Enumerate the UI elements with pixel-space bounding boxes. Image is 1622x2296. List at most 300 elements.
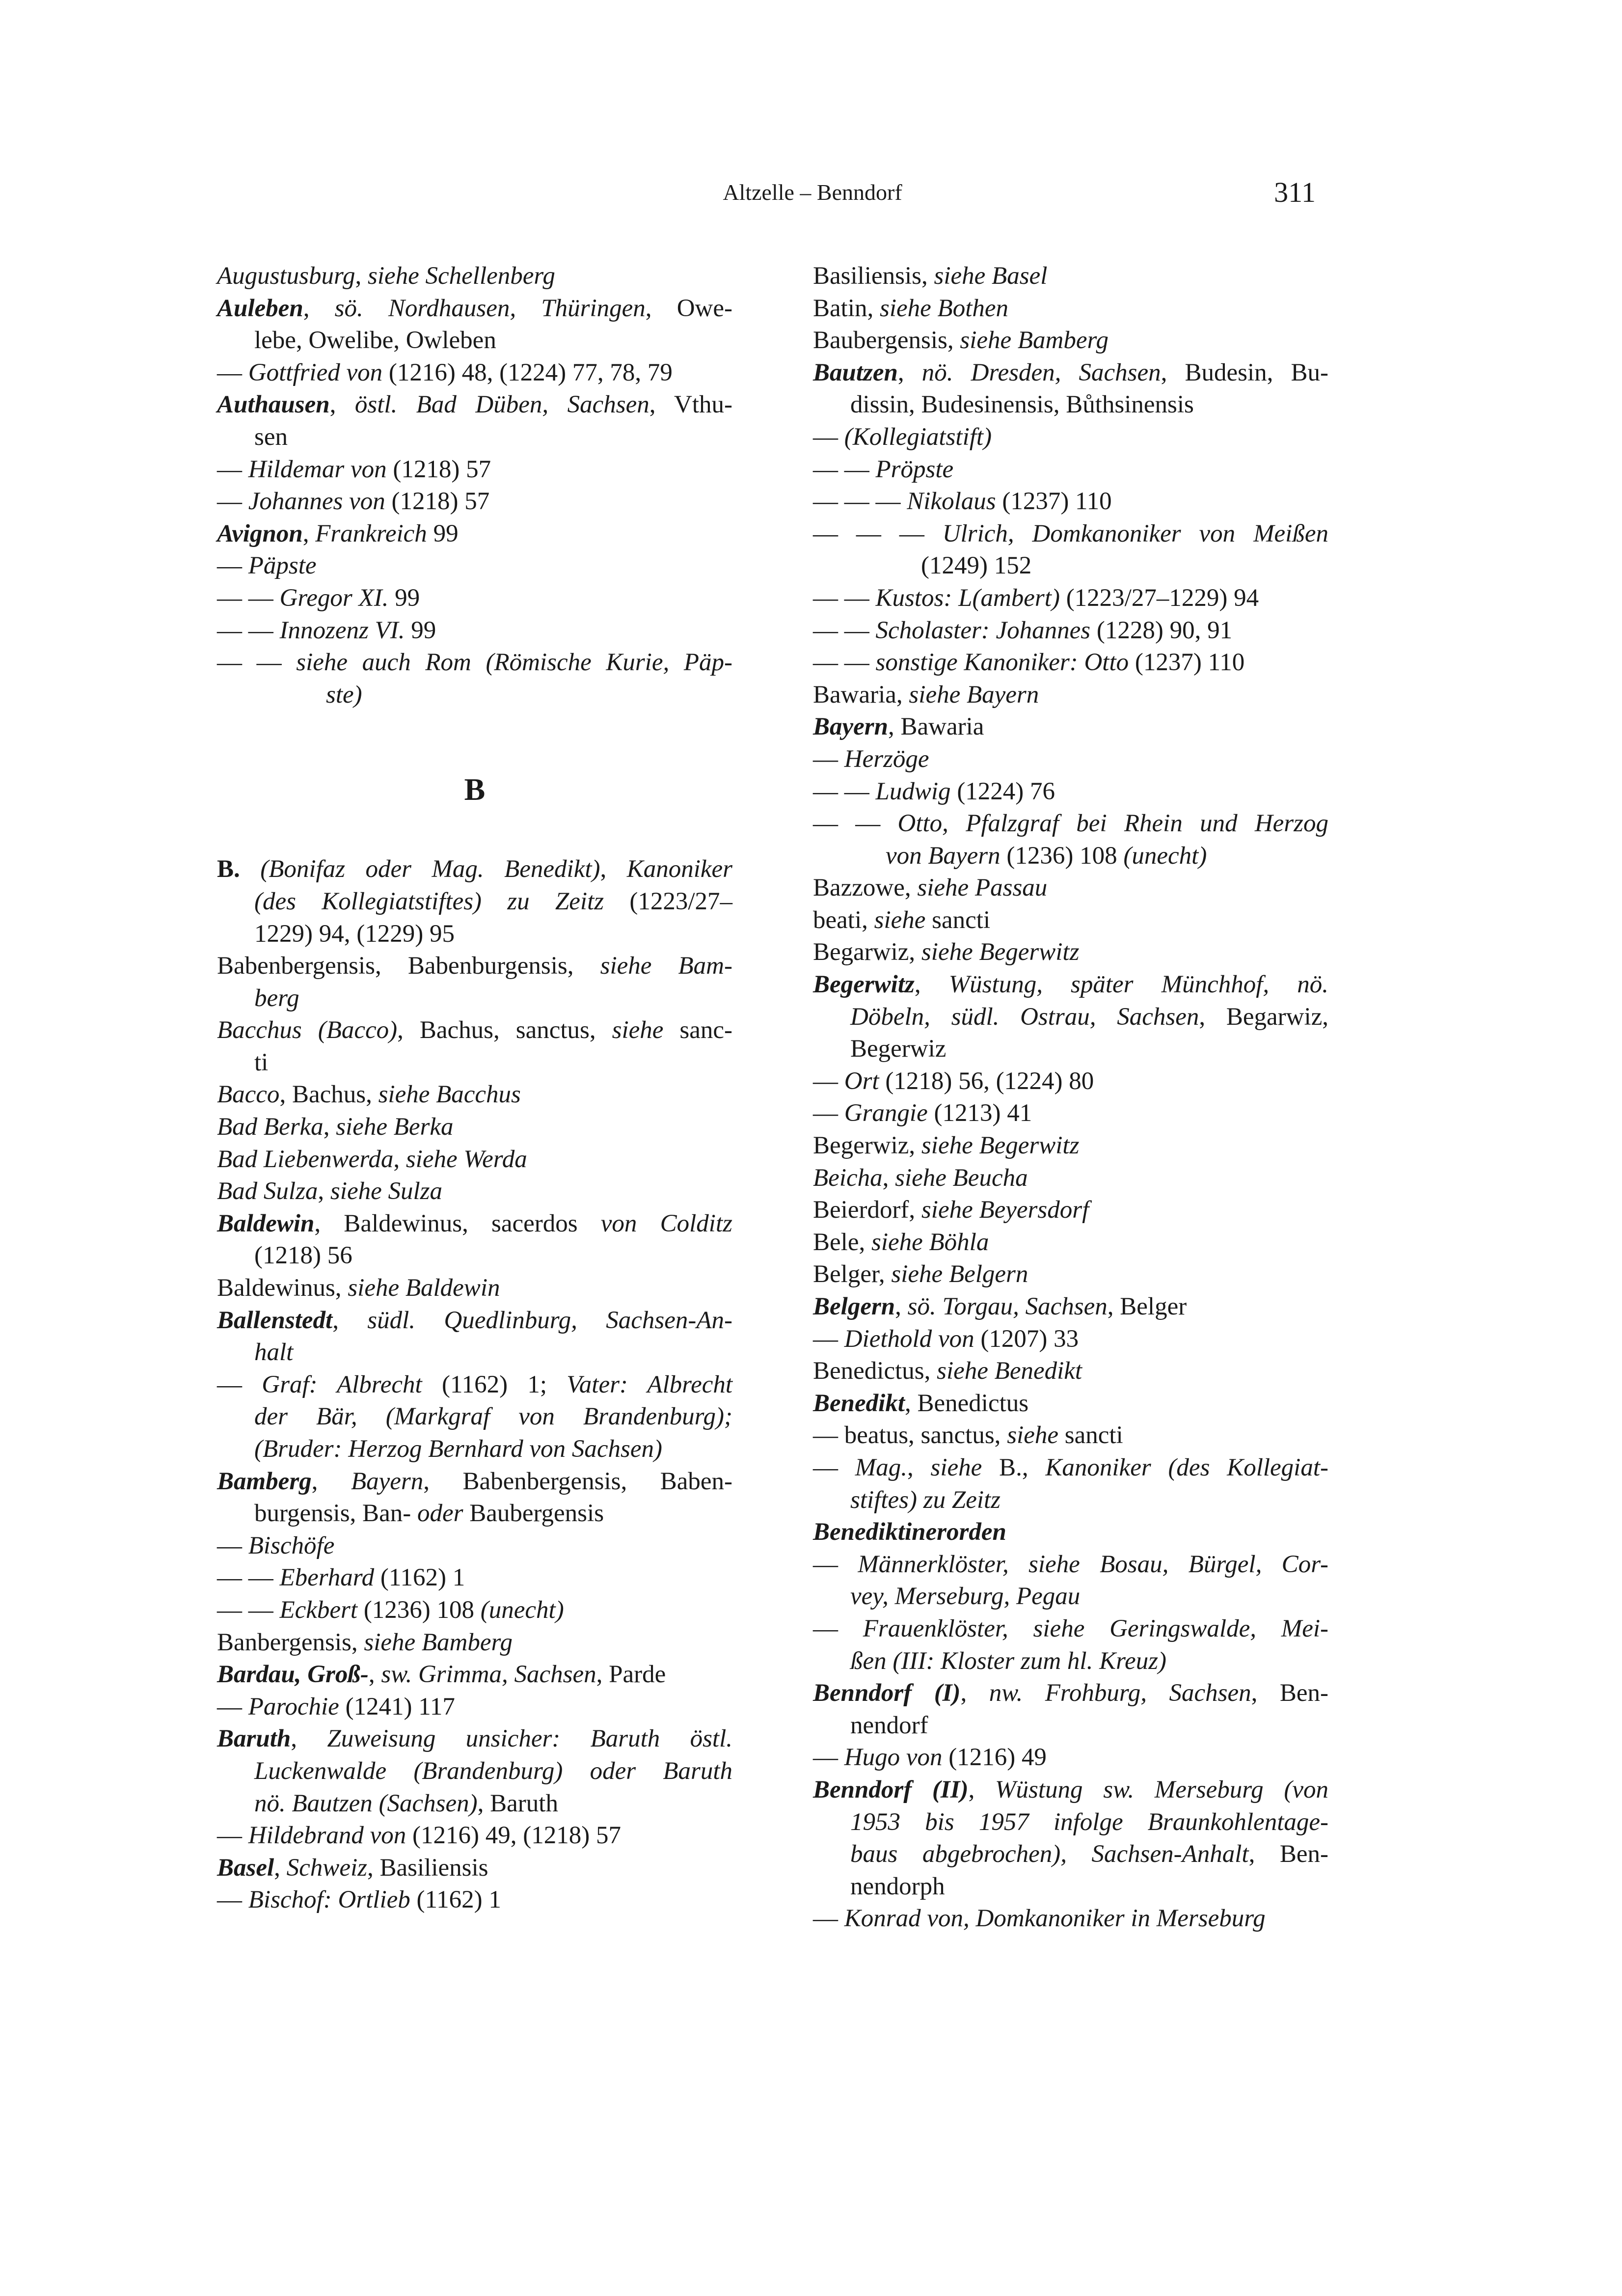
index-text: sancti [1058, 1421, 1123, 1449]
index-headword: Ballenstedt [217, 1306, 333, 1334]
index-text: Herzöge [844, 745, 929, 773]
index-line [813, 389, 1328, 421]
index-text: — [813, 1550, 858, 1578]
index-text: Eckbert [279, 1596, 358, 1624]
index-text: — [217, 1886, 248, 1914]
index-line [217, 647, 732, 679]
index-line [217, 1723, 732, 1755]
index-line [813, 1677, 1328, 1710]
index-text: siehe Böhla [871, 1228, 989, 1256]
index-text: Luckenwalde (Brandenburg) oder Baruth [254, 1757, 732, 1785]
index-text: siehe [612, 1016, 664, 1044]
index-text: Bischöfe [248, 1531, 335, 1559]
index-text: , [323, 1113, 336, 1141]
index-text: (1228) 90, 91 [1090, 616, 1233, 644]
index-line [217, 1627, 732, 1659]
index-line [813, 808, 1328, 840]
index-text: , [882, 1164, 895, 1192]
index-line [217, 518, 732, 550]
running-head: Altzelle – Benndorf [723, 180, 902, 205]
index-line [217, 1466, 732, 1498]
index-line [217, 486, 732, 518]
index-text: (1241) 117 [339, 1693, 455, 1721]
index-text: — — [217, 584, 280, 612]
index-line [813, 293, 1328, 325]
index-text: (Bruder: Herzog Bernhard von Sachsen) [254, 1435, 662, 1463]
index-text: , [302, 519, 316, 547]
index-text: Baldewinus, [217, 1274, 348, 1302]
index-text: Gottfried von [248, 358, 383, 386]
index-text: , Bawaria [888, 713, 984, 741]
index-text: , Vthu- [649, 391, 733, 419]
index-text: siehe [874, 906, 926, 934]
index-text: (1218) 57 [386, 455, 491, 483]
index-text: Benedictus, [813, 1357, 937, 1385]
index-text: siehe [930, 1453, 982, 1481]
index-text: beati, [813, 906, 874, 934]
index-text: — [813, 745, 844, 773]
index-line [813, 1516, 1328, 1549]
index-text: ti [254, 1048, 269, 1076]
index-line [813, 260, 1328, 293]
index-text: , [318, 1177, 330, 1205]
index-line [813, 1001, 1328, 1034]
index-line [813, 840, 1328, 873]
index-headword: Auleben [217, 294, 303, 322]
index-text: siehe Sulza [330, 1177, 442, 1205]
index-text: — [813, 1067, 844, 1095]
index-text: sö. Nordhausen, Thüringen [334, 294, 646, 322]
index-headword: Belgern [813, 1293, 895, 1320]
index-text: , [311, 1467, 351, 1495]
index-text: Frauenklöster, siehe Geringswalde, Mei- [863, 1614, 1328, 1642]
index-text: Kustos: L(ambert) [875, 584, 1060, 612]
index-line [813, 679, 1328, 711]
index-line [217, 325, 732, 357]
index-line [813, 872, 1328, 904]
index-line [813, 1355, 1328, 1388]
index-line [217, 1530, 732, 1562]
index-text: sö. Torgau, Sachsen [907, 1293, 1108, 1320]
index-line [217, 1079, 732, 1111]
index-line [217, 260, 732, 293]
index-line [813, 1130, 1328, 1162]
index-text: , [329, 391, 355, 419]
index-text: — — [217, 1564, 280, 1592]
index-line [813, 454, 1328, 486]
index-text: — [217, 1531, 248, 1559]
index-text: — [813, 1453, 855, 1481]
index-text: 99 [427, 519, 459, 547]
index-text: siehe Baldewin [348, 1274, 500, 1302]
index-text: — beatus, sanctus, [813, 1421, 1007, 1449]
index-text: — [217, 455, 248, 483]
index-text: sen [254, 423, 288, 451]
index-text: 1229) 94, (1229) 95 [254, 920, 455, 948]
index-text: Scholaster: Johannes [875, 616, 1091, 644]
index-text: nw. Frohburg, Sachsen [989, 1679, 1251, 1707]
index-text: (1236) 108 [1000, 842, 1124, 870]
index-text: ste) [326, 681, 362, 709]
index-line [813, 1227, 1328, 1259]
index-text: — — [813, 777, 876, 805]
index-text: Baubergensis, [813, 327, 960, 355]
index-text: , Begarwiz, [1199, 1003, 1328, 1031]
index-text: , Benedictus [905, 1389, 1029, 1417]
index-text: , [332, 1306, 368, 1334]
index-text: Johannes von [248, 488, 385, 516]
index-text: Ulrich, Domkanoniker von Meißen [942, 519, 1328, 547]
index-text: — [813, 1905, 844, 1933]
index-text: sonstige Kanoniker: Otto [875, 649, 1129, 677]
index-line [217, 1884, 732, 1916]
index-text: Konrad von, Domkanoniker in Merseburg [844, 1905, 1266, 1933]
index-text [240, 855, 260, 883]
index-text: ßen (III: Kloster zum hl. Kreuz) [850, 1647, 1167, 1675]
index-headword: Avignon [217, 519, 303, 547]
index-text: , [303, 294, 335, 322]
index-text: , Ben- [1251, 1679, 1329, 1707]
index-line [813, 1710, 1328, 1742]
index-line [813, 1066, 1328, 1098]
index-text: siehe Bayern [909, 681, 1039, 709]
index-headword: Bardau, Groß- [217, 1661, 369, 1689]
index-text: siehe Bamberg [960, 327, 1108, 355]
index-text: Otto, Pfalzgraf bei Rhein und Herzog [897, 810, 1328, 838]
index-text: — — — [813, 488, 907, 516]
index-line [217, 1659, 732, 1691]
index-text: , [907, 1453, 931, 1481]
index-line [217, 421, 732, 454]
index-text: (Kollegiatstift) [844, 423, 992, 451]
index-line [813, 1097, 1328, 1130]
index-text: — — — [813, 519, 943, 547]
index-line [813, 582, 1328, 615]
index-text: nendorf [850, 1711, 928, 1739]
index-headword: Bayern [813, 713, 888, 741]
index-text: — [813, 1325, 844, 1353]
index-line [813, 647, 1328, 679]
index-text: (1216) 49, (1218) 57 [406, 1822, 621, 1850]
index-line [217, 357, 732, 389]
index-line [813, 550, 1328, 582]
index-text: siehe [1007, 1421, 1058, 1449]
index-text: (Bonifaz oder Mag. Benedikt) [260, 855, 600, 883]
index-headword: B. [217, 855, 240, 883]
index-text: Bayern [351, 1467, 424, 1495]
index-line [217, 1498, 732, 1530]
index-text: — [217, 1822, 248, 1850]
index-text: siehe Berka [336, 1113, 454, 1141]
index-text: siehe Beucha [895, 1164, 1028, 1192]
index-text: Döbeln, südl. Ostrau, Sachsen [850, 1003, 1199, 1031]
index-line [813, 1323, 1328, 1356]
index-text: , [368, 1661, 381, 1689]
index-text: (1162) 1; [422, 1370, 567, 1398]
index-headword: Basel [217, 1854, 274, 1882]
index-line [217, 853, 732, 886]
index-text: von Bayern [886, 842, 1000, 870]
index-text: siehe Bothen [880, 294, 1008, 322]
index-text: Ludwig [875, 777, 951, 805]
index-text: Bele, [813, 1228, 871, 1256]
index-text: Belger, [813, 1260, 892, 1288]
index-line [813, 743, 1328, 776]
index-text: halt [254, 1339, 294, 1367]
index-text: östl. Bad Düben, Sachsen [354, 391, 649, 419]
index-text: — [217, 1693, 248, 1721]
index-text: Bacco [217, 1081, 280, 1109]
index-text: Kanoniker [626, 855, 733, 883]
index-text: (1218) 56, (1224) 80 [879, 1067, 1094, 1095]
index-text: Eberhard [279, 1564, 375, 1592]
index-text: Hildemar von [248, 455, 387, 483]
index-line [813, 1903, 1328, 1935]
index-line [813, 1871, 1328, 1903]
index-text: (1162) 1 [410, 1886, 501, 1914]
index-text: siehe auch Rom (Römische Kurie, Päp- [296, 649, 732, 677]
index-text: — — [217, 1596, 280, 1624]
index-text: Banbergensis, [217, 1628, 364, 1656]
index-text: vey, Merseburg, Pegau [850, 1583, 1081, 1611]
index-text: (1223/27–1229) 94 [1059, 584, 1259, 612]
index-text: , [895, 1293, 908, 1320]
index-text: , Basiliensis [367, 1854, 488, 1882]
index-text: Bacchus (Bacco) [217, 1016, 398, 1044]
index-line [813, 518, 1328, 550]
index-text: — — [217, 616, 280, 644]
index-text: , [600, 855, 627, 883]
index-text: der Bär, (Markgraf von Brandenburg); [254, 1403, 732, 1431]
index-line [813, 936, 1328, 969]
index-text: , Baruth [477, 1789, 558, 1817]
index-text: , [274, 1854, 287, 1882]
index-text: — — [217, 649, 297, 677]
index-text: (1213) 41 [927, 1099, 1032, 1127]
index-text: , Budesin, Bu- [1161, 358, 1329, 386]
index-text: von Colditz [600, 1209, 732, 1237]
index-line [217, 1594, 732, 1627]
index-text: — [217, 552, 248, 580]
index-text: , Belger [1107, 1293, 1187, 1320]
index-text: (1218) 57 [385, 488, 490, 516]
index-line [813, 615, 1328, 647]
index-text: (1162) 1 [374, 1564, 465, 1592]
index-line [813, 776, 1328, 808]
index-line [813, 1452, 1328, 1484]
index-text: (unecht) [1123, 842, 1207, 870]
index-text: Ort [844, 1067, 879, 1095]
index-text: , [393, 1145, 406, 1173]
index-line [813, 1645, 1328, 1678]
index-line [217, 454, 732, 486]
index-line [813, 1033, 1328, 1066]
index-text: — — [813, 810, 898, 838]
index-text: — [217, 1370, 262, 1398]
index-line [813, 904, 1328, 937]
index-text: , Ben- [1248, 1840, 1329, 1868]
index-text: burgensis, Ban- [254, 1500, 417, 1528]
index-headword: Authausen [217, 391, 330, 419]
index-line [217, 950, 732, 983]
index-line [813, 1774, 1328, 1806]
index-headword: Benndorf (II) [813, 1776, 969, 1804]
index-line [217, 1691, 732, 1723]
index-text: Wüstung sw. Merseburg (von [995, 1776, 1328, 1804]
index-line [217, 1047, 732, 1079]
index-text: Mag. [855, 1453, 907, 1481]
index-text: , [355, 262, 368, 290]
index-text: Bischof: Ortlieb [248, 1886, 410, 1914]
index-text: Beierdorf, [813, 1196, 921, 1224]
index-text: — [813, 423, 844, 451]
index-line [217, 1820, 732, 1852]
index-line [217, 1401, 732, 1433]
index-text: (1218) 56 [254, 1242, 352, 1270]
index-text: siehe Bacchus [378, 1081, 521, 1109]
index-headword: Bamberg [217, 1467, 312, 1495]
index-text: Männerklöster, siehe Bosau, Bürgel, Cor- [858, 1550, 1329, 1578]
index-headword: Benedikt [813, 1389, 905, 1417]
index-line [813, 1291, 1328, 1323]
index-text: (1207) 33 [974, 1325, 1079, 1353]
index-text: Augustusburg [217, 262, 355, 290]
index-text: siehe Belgern [891, 1260, 1028, 1288]
index-line [813, 1806, 1328, 1839]
index-text: sw. Grimma, Sachsen [381, 1661, 596, 1689]
index-text: (1249) 152 [921, 552, 1032, 580]
index-headword: Bautzen [813, 358, 898, 386]
index-text: Innozenz VI. [279, 616, 405, 644]
index-headword: Benndorf (I) [813, 1679, 961, 1707]
index-text: — [217, 488, 248, 516]
index-text: Begerwiz, [813, 1132, 921, 1160]
index-line [813, 1388, 1328, 1420]
index-line [217, 1337, 732, 1369]
index-text: Nikolaus [907, 488, 996, 516]
index-text: B., [982, 1453, 1046, 1481]
index-line [813, 325, 1328, 357]
section-letter: B [464, 772, 486, 807]
index-text: siehe Begerwitz [921, 938, 1080, 966]
index-text: (1224) 76 [950, 777, 1055, 805]
index-line [813, 357, 1328, 389]
index-headword: Benediktinerorden [813, 1518, 1006, 1546]
index-line [217, 886, 732, 918]
index-text: Wüstung, später Münchhof, nö. [948, 971, 1328, 999]
index-text: Bad Sulza [217, 1177, 318, 1205]
index-text: , Baldewinus, sacerdos [314, 1209, 601, 1237]
index-text: Grangie [844, 1099, 928, 1127]
index-line [217, 1240, 732, 1272]
index-line [217, 389, 732, 421]
index-line [217, 983, 732, 1015]
page-number: 311 [1274, 176, 1316, 208]
index-line [813, 1549, 1328, 1581]
index-text: (1223/27– [604, 887, 733, 915]
index-line [813, 1742, 1328, 1774]
index-line [217, 1788, 732, 1820]
index-line [217, 679, 732, 711]
index-text: , [291, 1725, 327, 1753]
index-line [217, 1305, 732, 1337]
index-line [217, 1433, 732, 1466]
index-headword: Baruth [217, 1725, 291, 1753]
index-text: lebe, Owelibe, Owleben [254, 327, 496, 355]
index-text: berg [254, 984, 299, 1012]
index-text: Bad Berka [217, 1113, 324, 1141]
index-text: oder [417, 1500, 463, 1528]
index-text: Parochie [248, 1693, 339, 1721]
index-text: (des Kollegiatstiftes) zu Zeitz [254, 887, 604, 915]
index-text: nendorph [850, 1872, 945, 1900]
index-line [217, 293, 732, 325]
index-line [813, 1838, 1328, 1871]
index-text: Graf: Albrecht [262, 1370, 422, 1398]
index-text: siehe Benedikt [937, 1357, 1082, 1385]
index-headword: Begerwitz [813, 971, 915, 999]
index-line [813, 421, 1328, 454]
index-text: 99 [388, 584, 420, 612]
index-text: siehe Werda [406, 1145, 527, 1173]
index-text: Babenbergensis, Babenburgensis, [217, 952, 600, 980]
index-text: (1237) 110 [996, 488, 1112, 516]
index-text: Vater: Albrecht [567, 1370, 733, 1398]
index-line [813, 1613, 1328, 1645]
index-column-right [813, 260, 1328, 1935]
index-text: siehe Beyersdorf [921, 1196, 1089, 1224]
index-line [813, 1420, 1328, 1452]
index-text: Batin, [813, 294, 880, 322]
index-text: Begarwiz, [813, 938, 921, 966]
index-text: — [813, 1614, 863, 1642]
index-text: (1216) 48, (1224) 77, 78, 79 [382, 358, 673, 386]
index-text: Bawaria, [813, 681, 909, 709]
index-text: dissin, Budesinensis, Bůthsinensis [850, 391, 1194, 419]
index-line [813, 1258, 1328, 1291]
index-text: (1237) 110 [1129, 649, 1245, 677]
index-line [217, 1369, 732, 1401]
index-text: Frankreich [315, 519, 427, 547]
index-headword: Baldewin [217, 1209, 315, 1237]
index-line [217, 1014, 732, 1047]
index-text: Beicha [813, 1164, 883, 1192]
index-text: (unecht) [480, 1596, 564, 1624]
index-line [813, 969, 1328, 1001]
index-text: siehe Basel [934, 262, 1048, 290]
index-text: siehe Bam- [600, 952, 732, 980]
index-text: — [813, 1744, 844, 1772]
index-line [813, 486, 1328, 518]
index-line [217, 1208, 732, 1240]
index-line [217, 1562, 732, 1594]
index-text: Bazzowe, [813, 874, 918, 902]
index-text: — [217, 358, 248, 386]
index-text: Baubergensis [463, 1500, 604, 1528]
index-line [217, 1272, 732, 1305]
index-text: Hildebrand von [248, 1822, 406, 1850]
index-text: — — [813, 455, 876, 483]
index-text: — — [813, 584, 876, 612]
index-line [217, 1755, 732, 1788]
index-text: — — [813, 649, 876, 677]
index-text: , [960, 1679, 989, 1707]
index-text: stiftes) zu Zeitz [850, 1486, 1001, 1514]
index-text: Schweiz [286, 1854, 367, 1882]
index-text: — — [813, 616, 876, 644]
index-text: Begerwiz [850, 1035, 946, 1063]
index-column-left [217, 260, 732, 1916]
